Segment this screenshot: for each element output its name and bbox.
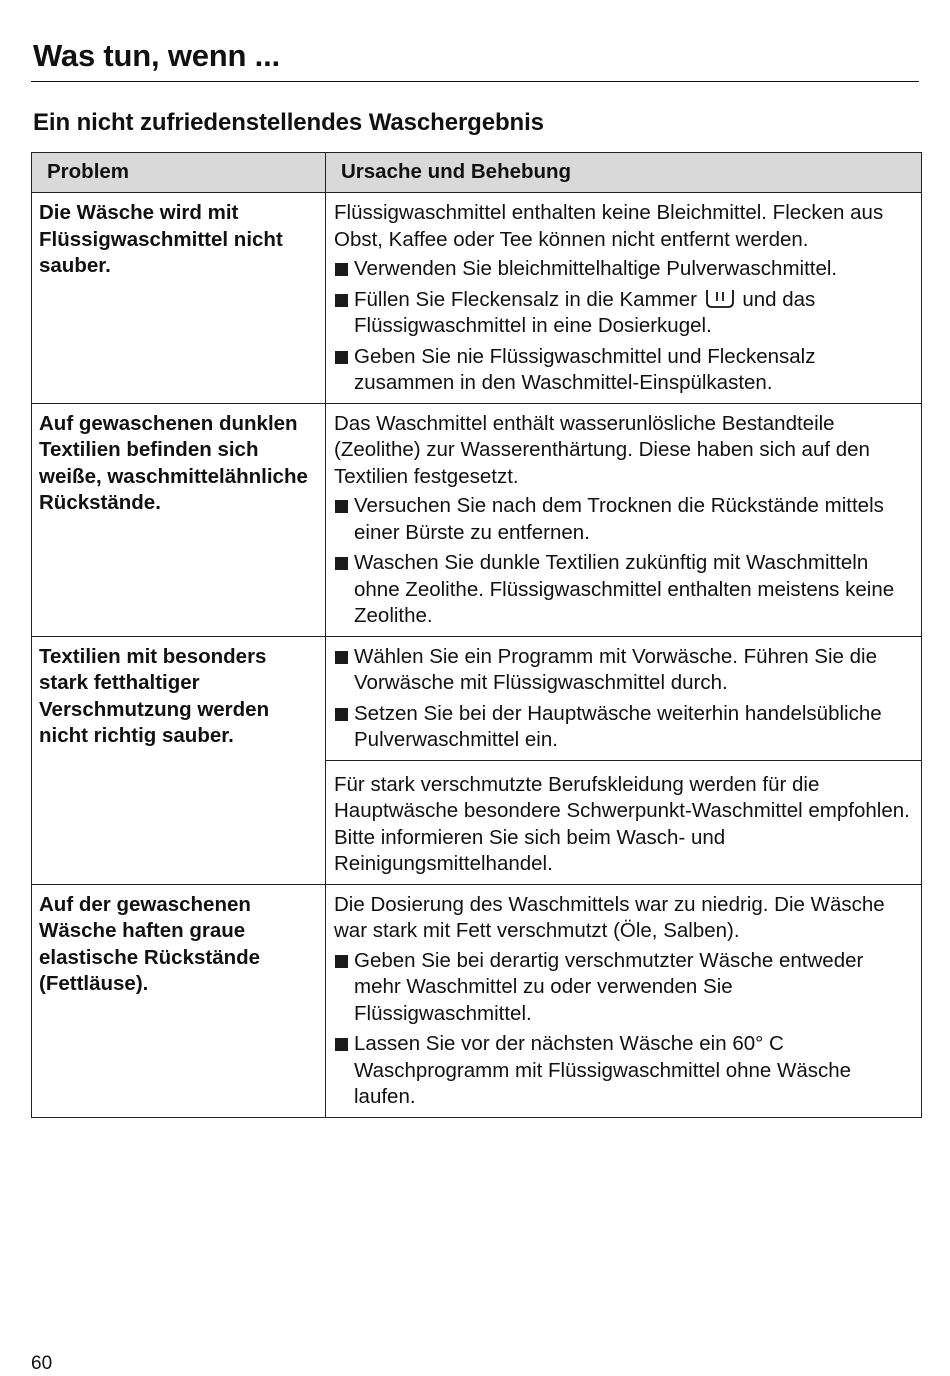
cause-cell (326, 193, 922, 404)
cause-cell (326, 403, 922, 636)
problem-cell: Textilien mit besonders stark fetthaltiger Verschmutzung werden nicht richtig sauber. (32, 636, 326, 884)
cause-intro: Das Waschmittel enthält wasserunlösliche Bestandteile (Zeolithe) zur Wasserenthärtung. Diese haben sich auf den Textilien festgesetzt. (334, 411, 870, 488)
problem-cell: Die Wäsche wird mit Flüssigwaschmittel nicht sauber. (32, 193, 326, 404)
problem-cell: Auf der gewaschenen Wäsche haften graue elastische Rückstände (Fettläuse). (32, 884, 326, 1117)
remedy-text: Versuchen Sie nach dem Trocknen die Rückstände mittels einer Bürste zu entfernen. (354, 494, 884, 544)
list-item (334, 287, 911, 340)
remedy-text: Geben Sie nie Flüssigwaschmittel und Fleckensalz zusammen in den Waschmittel-Einspülkasten. (354, 344, 816, 394)
square-bullet-icon (335, 294, 348, 307)
square-bullet-icon (335, 351, 348, 364)
square-bullet-icon (335, 651, 348, 664)
list-item (334, 948, 911, 1028)
cause-cell (326, 636, 922, 760)
remedy-text-continued: und das Flüssigwaschmittel in eine Dosierkugel. (354, 287, 816, 337)
remedy-text: Füllen Sie Fleckensalz in die Kammer (354, 287, 697, 311)
remedy-list (334, 493, 911, 630)
table-row (32, 636, 922, 760)
remedy-text: Waschen Sie dunkle Textilien zukünftig mit Waschmitteln ohne Zeolithe. Flüssigwaschmittel enthalten meistens keine Zeolithe. (354, 551, 895, 627)
list-item (334, 493, 911, 546)
page-title: Was tun, wenn ... (33, 38, 280, 73)
remedy-text: Wählen Sie ein Programm mit Vorwäsche. Führen Sie die Vorwäsche mit Flüssigwaschmittel durch. (354, 644, 877, 694)
column-header-cause: Ursache und Behebung (326, 153, 922, 193)
remedy-list (334, 644, 911, 754)
cause-note: Für stark verschmutzte Berufskleidung werden für die Hauptwäsche besondere Schwerpunkt-Waschmittel empfohlen. Bitte informieren Sie sich beim Wasch- und Reinigungsmittelhandel. (334, 772, 910, 875)
remedy-text: Lassen Sie vor der nächsten Wäsche ein 60° C Waschprogramm mit Flüssigwaschmittel ohne Wäsche laufen. (354, 1032, 852, 1108)
cause-intro: Die Dosierung des Waschmittels war zu niedrig. Die Wäsche war stark mit Fett verschmutzt (Öle, Salben). (334, 892, 885, 942)
square-bullet-icon (335, 955, 348, 968)
list-item (334, 550, 911, 630)
square-bullet-icon (335, 708, 348, 721)
square-bullet-icon (335, 263, 348, 276)
cause-cell (326, 760, 922, 884)
heading-divider (31, 81, 919, 82)
remedy-text: Geben Sie bei derartig verschmutzter Wäsche entweder mehr Waschmittel zu oder verwenden Sie Flüssigwaschmittel. (354, 948, 864, 1025)
list-item (334, 644, 911, 697)
square-bullet-icon (335, 557, 348, 570)
table-row (32, 403, 922, 636)
remedy-list (334, 256, 911, 397)
list-item (334, 701, 911, 754)
list-item (334, 256, 911, 283)
troubleshooting-table (31, 152, 922, 1118)
list-item (334, 344, 911, 397)
cause-intro: Flüssigwaschmittel enthalten keine Bleichmittel. Flecken aus Obst, Kaffee oder Tee können nicht entfernt werden. (334, 201, 884, 251)
cause-cell (326, 884, 922, 1117)
page-number: 60 (31, 1353, 53, 1374)
section-title: Ein nicht zufriedenstellendes Waschergebnis (33, 109, 544, 136)
table-row (32, 193, 922, 404)
column-header-problem: Problem (32, 153, 326, 193)
table-header-row (32, 153, 922, 193)
remedy-list (334, 948, 911, 1111)
remedy-text: Setzen Sie bei der Hauptwäsche weiterhin handelsübliche Pulverwaschmittel ein. (354, 701, 882, 751)
remedy-text: Verwenden Sie bleichmittelhaltige Pulverwaschmittel. (354, 257, 838, 280)
compartment-II-icon (705, 287, 735, 309)
list-item (334, 1031, 911, 1111)
square-bullet-icon (335, 1038, 348, 1051)
problem-cell: Auf gewaschenen dunklen Textilien befinden sich weiße, waschmittelähnliche Rückstände. (32, 403, 326, 636)
square-bullet-icon (335, 500, 348, 513)
table-row (32, 884, 922, 1117)
